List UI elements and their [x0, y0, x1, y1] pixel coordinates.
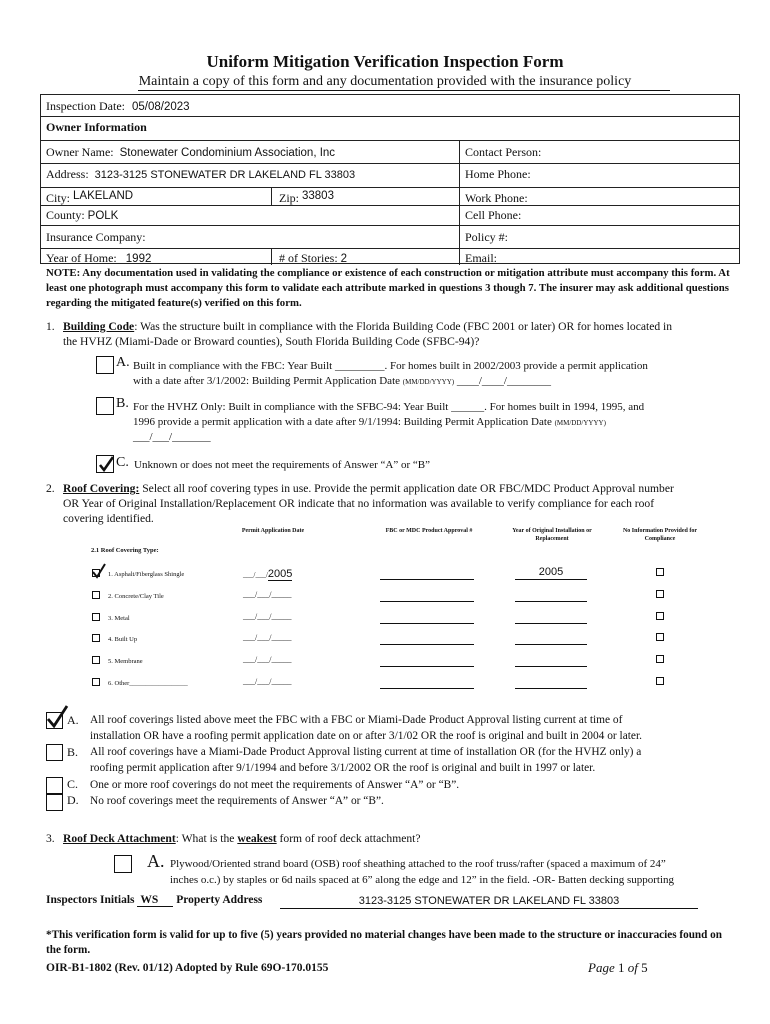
roof-type-checkbox[interactable]: [92, 569, 100, 577]
owner-name-label: Owner Name:: [46, 145, 114, 159]
installation-year-field[interactable]: [515, 610, 587, 624]
q2-option-d-text: No roof coverings meet the requirements of Answer “A” or “B”.: [90, 795, 384, 807]
permit-date-field[interactable]: ___/___/_____: [243, 590, 292, 599]
q2-option-c-letter: C.: [67, 777, 79, 791]
roof-type-checkbox[interactable]: [92, 634, 100, 642]
q1-option-a-letter: A.: [116, 355, 130, 370]
checkmark-icon: [97, 456, 115, 474]
q3-option-a-line2: inches o.c.) by staples or 6d nails spaced at 6” along the edge and 12” in the field. -OR- Batten decking supporting: [170, 874, 675, 886]
permit-date-field[interactable]: ___/___/_____: [243, 677, 292, 686]
q2-text-line1: Select all roof covering types in use. Provide the permit application date OR FBC/MDC Product Approval number: [142, 482, 674, 495]
q2-option-a-checkbox[interactable]: [46, 712, 63, 729]
q2-option-d-letter: D.: [67, 793, 79, 807]
page-word: Page: [588, 960, 615, 975]
no-info-checkbox[interactable]: [656, 612, 664, 620]
documentation-note: NOTE: Any documentation used in validating the compliance or existence of each construction or mitigation attribute must accompany this form. At least one photograph must accompany this form to validate each attribute marked in questions 3 though 7. The insurer may ask additional questions regarding the mitigated feature(s) verified on this form.: [46, 267, 730, 309]
checkmark-icon: [91, 563, 107, 579]
roof-type-checkbox[interactable]: [92, 656, 100, 664]
year-of-home-label: Year of Home:: [46, 251, 117, 265]
address-label: Address:: [46, 167, 89, 181]
no-info-checkbox[interactable]: [656, 633, 664, 641]
roof-type-label: 3. Metal: [108, 615, 130, 622]
page-indicator: [588, 960, 648, 976]
zip-value[interactable]: 33803: [302, 190, 334, 202]
q1-option-c-checkbox[interactable]: [96, 455, 114, 473]
q2-option-c-text: One or more roof coverings do not meet the requirements of Answer “A” or “B”.: [90, 779, 460, 791]
permit-date-field[interactable]: ___/___/2005: [243, 568, 293, 580]
property-address-value[interactable]: 3123-3125 STONEWATER DR LAKELAND FL 33803: [280, 895, 698, 909]
installation-year-field[interactable]: 2005: [515, 566, 587, 580]
subtitle-underline: [138, 90, 670, 91]
owner-name-value[interactable]: Stonewater Condominium Association, Inc: [119, 147, 336, 159]
fbc-approval-field[interactable]: [380, 579, 474, 580]
permit-date-field[interactable]: ___/___/_____: [243, 655, 292, 664]
policy-number-label: Policy #:: [465, 230, 509, 244]
fbc-approval-field[interactable]: [380, 644, 474, 645]
installation-year-field[interactable]: [515, 653, 587, 667]
no-info-checkbox[interactable]: [656, 568, 664, 576]
inspection-date-value[interactable]: 05/08/2023: [131, 101, 190, 113]
cell-phone-label: Cell Phone:: [465, 208, 522, 222]
home-phone-label: Home Phone:: [465, 167, 531, 181]
no-info-checkbox[interactable]: [656, 590, 664, 598]
q1-heading: Building Code: [63, 320, 135, 333]
q2-text-line2: OR Year of Original Installation/Replacement OR indicate that no information was available to verify compliance for each roof: [63, 497, 655, 510]
roof-type-checkbox[interactable]: [92, 591, 100, 599]
q1-option-a-date-format: (MM/DD/YYYY): [402, 378, 455, 386]
roof-covering-type-label: 2.1 Roof Covering Type:: [91, 547, 159, 554]
of-word: of: [627, 960, 638, 975]
q3-option-a-line1: Plywood/Oriented strand board (OSB) roof sheathing attached to the roof truss/rafter (spaced a maximum of 24”: [170, 858, 666, 870]
county-value[interactable]: POLK: [87, 210, 119, 222]
q1-option-a-line1: Built in compliance with the FBC: Year Built _________. For homes built in 2002/2003 provide a permit application: [133, 360, 648, 372]
city-label: City:: [46, 191, 71, 205]
roof-type-label: 6. Other__________________: [108, 680, 188, 687]
contact-person-label: Contact Person:: [465, 145, 542, 159]
installation-year-field[interactable]: [515, 675, 587, 689]
q3-option-a-checkbox[interactable]: [114, 855, 132, 873]
col-year-installation-header: Year of Original Installation or Replacement: [512, 528, 592, 542]
form-id: OIR-B1-1802 (Rev. 01/12) Adopted by Rule 69O-170.0155: [46, 962, 329, 974]
city-value[interactable]: LAKELAND: [73, 190, 134, 202]
q2-option-d-checkbox[interactable]: [46, 794, 63, 811]
permit-date-field[interactable]: ___/___/_____: [243, 633, 292, 642]
q3-weakest: weakest: [237, 832, 277, 845]
no-info-checkbox[interactable]: [656, 655, 664, 663]
q2-option-a-line2: installation OR have a roofing permit application date on or after 3/1/02 OR the roof is original and built in 2004 or later.: [90, 730, 643, 742]
q3-text-pre: : What is the: [175, 832, 235, 845]
inspector-initials-label: Inspectors Initials: [46, 894, 135, 906]
owner-info-table: [40, 94, 740, 264]
q1-option-b-line2: 1996 provide a permit application with a date after 9/1/1994: Building Permit Application Date: [133, 416, 552, 428]
inspector-initials-value[interactable]: WS: [137, 894, 173, 907]
col-permit-date-header: Permit Application Date: [241, 528, 305, 534]
q1-option-c-text: Unknown or does not meet the requirements of Answer “A” or “B”: [134, 459, 431, 471]
fbc-approval-field[interactable]: [380, 623, 474, 624]
q1-option-c-letter: C.: [116, 455, 129, 470]
q3-heading: Roof Deck Attachment: [63, 832, 176, 845]
q2-option-b-checkbox[interactable]: [46, 744, 63, 761]
q2-option-a-line1: All roof coverings listed above meet the FBC with a FBC or Miami-Dade Product Approval listing current at time of: [90, 714, 623, 726]
county-label: County:: [46, 208, 85, 222]
q1-option-b-checkbox[interactable]: [96, 397, 114, 415]
roof-type-label: 2. Concrete/Clay Tile: [108, 593, 164, 600]
form-title: Uniform Mitigation Verification Inspection Form: [206, 52, 564, 71]
q3-number: 3.: [46, 832, 55, 845]
validity-statement: *This verification form is valid for up to five (5) years provided no material changes have been made to the structure or inaccuracies found on the form.: [46, 929, 722, 956]
email-label: Email:: [465, 251, 497, 265]
property-address-label: Property Address: [176, 894, 263, 906]
q2-text-line3: covering identified.: [63, 512, 154, 525]
roof-type-checkbox[interactable]: [92, 613, 100, 621]
year-of-home-value[interactable]: 1992: [125, 253, 152, 265]
q2-option-a-letter: A.: [67, 713, 79, 727]
q2-option-b-line1: All roof coverings have a Miami-Dade Product Approval listing current at time of installation OR (for the HVHZ only) a: [90, 746, 642, 758]
no-info-checkbox[interactable]: [656, 677, 664, 685]
permit-date-field[interactable]: ___/___/_____: [243, 612, 292, 621]
q1-option-a-date-blank[interactable]: ____/____/________: [456, 375, 551, 387]
q2-heading: Roof Covering:: [63, 482, 140, 495]
stories-value[interactable]: 2: [340, 253, 348, 265]
work-phone-label: Work Phone:: [465, 191, 528, 205]
zip-label: Zip:: [279, 191, 299, 205]
fbc-approval-field[interactable]: [380, 688, 474, 689]
q1-number: 1.: [46, 320, 55, 333]
form-subtitle: Maintain a copy of this form and any documentation provided with the insurance policy: [138, 74, 632, 89]
col-fbc-approval-header: FBC or MDC Product Approval #: [385, 528, 473, 534]
q1-text-line2: the HVHZ (Miami-Dade or Broward counties), South Florida Building Code (SFBC-94)?: [63, 335, 480, 348]
roof-type-label: 4. Built Up: [108, 636, 138, 643]
insurance-company-label: Insurance Company:: [46, 230, 146, 244]
q2-option-b-line2: roofing permit application after 9/1/1994 and before 3/1/2002 OR the roof is original and built in 1997 or later.: [90, 762, 596, 774]
q1-option-a-line2: with a date after 3/1/2002: Building Permit Application Date: [133, 375, 401, 387]
page-total: 5: [641, 960, 648, 975]
roof-type-label: 1. Asphalt/Fiberglass Shingle: [108, 571, 185, 578]
stories-label: # of Stories:: [279, 251, 338, 265]
roof-type-label: 5. Membrane: [108, 658, 143, 665]
q2-option-b-letter: B.: [67, 745, 79, 759]
installation-year-field[interactable]: [515, 588, 587, 602]
q1-option-b-date-format: (MM/DD/YYYY): [554, 419, 606, 427]
q2-option-c-checkbox[interactable]: [46, 777, 63, 794]
roof-type-checkbox[interactable]: [92, 678, 100, 686]
fbc-approval-field[interactable]: [380, 666, 474, 667]
page-number: 1: [617, 960, 625, 975]
q1-option-b-line1: For the HVHZ Only: Built in compliance with the SFBC-94: Year Built ______. For homes built in 1994, 1995, and: [133, 401, 645, 413]
q1-option-b-date-blank[interactable]: ___/___/_______: [133, 431, 211, 443]
col-no-info-header: No Information Provided for Compliance: [622, 528, 698, 542]
address-value[interactable]: 3123-3125 STONEWATER DR LAKELAND FL 33803: [94, 169, 356, 181]
q1-option-a-checkbox[interactable]: [96, 356, 114, 374]
installation-year-field[interactable]: [515, 631, 587, 645]
q1-option-b-letter: B.: [116, 396, 129, 411]
q3-text-post: form of roof deck attachment?: [279, 832, 421, 845]
q3-option-a-letter: A.: [147, 851, 165, 871]
owner-info-heading: Owner Information: [46, 120, 147, 134]
q1-text: : Was the structure built in compliance with the Florida Building Code (FBC 2001 or later) OR for homes located in: [134, 320, 673, 333]
fbc-approval-field[interactable]: [380, 601, 474, 602]
q2-number: 2.: [46, 482, 55, 495]
inspection-date-label: Inspection Date:: [46, 99, 125, 113]
